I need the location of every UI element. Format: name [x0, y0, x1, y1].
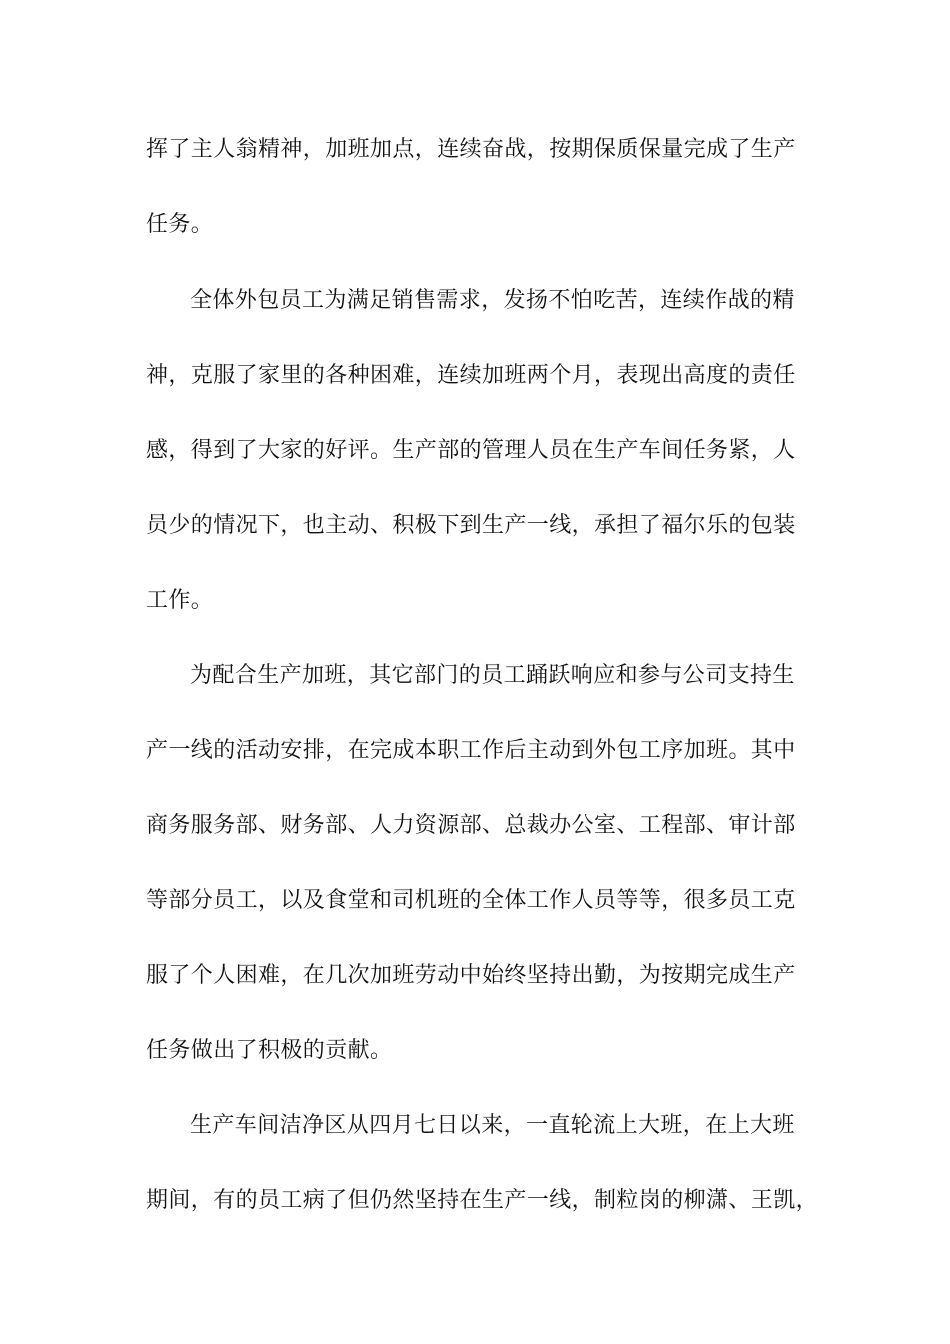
- text-line: 产一线的活动安排，在完成本职工作后主动到外包工序加班。其中: [146, 738, 796, 763]
- text-line: 神，克服了家里的各种困难，连续加班两个月，表现出高度的责任: [146, 363, 796, 388]
- text-line: 等部分员工，以及食堂和司机班的全体工作人员等等，很多员工克: [146, 888, 796, 913]
- paragraph-first-line: 全体外包员工为满足销售需求，发扬不怕吃苦，连续作战的精: [190, 288, 795, 313]
- text-line: 任务。: [146, 212, 214, 237]
- text-line: 任务做出了积极的贡献。: [146, 1038, 393, 1063]
- text-line: 员少的情况下，也主动、积极下到生产一线，承担了福尔乐的包装: [146, 513, 796, 538]
- text-line: 期间，有的员工病了但仍然坚持在生产一线，制粒岗的柳潇、王凯，: [146, 1188, 819, 1213]
- text-line: 商务服务部、财务部、人力资源部、总裁办公室、工程部、审计部: [146, 813, 796, 838]
- text-line: 工作。: [146, 588, 214, 613]
- text-line: 服了个人困难，在几次加班劳动中始终坚持出勤，为按期完成生产: [146, 963, 796, 988]
- text-line: 感，得到了大家的好评。生产部的管理人员在生产车间任务紧，人: [146, 438, 796, 463]
- text-line: 挥了主人翁精神，加班加点，连续奋战，按期保质保量完成了生产: [146, 137, 796, 162]
- paragraph-first-line: 生产车间洁净区从四月七日以来，一直轮流上大班，在上大班: [190, 1113, 795, 1138]
- paragraph-first-line: 为配合生产加班，其它部门的员工踊跃响应和参与公司支持生: [190, 663, 795, 688]
